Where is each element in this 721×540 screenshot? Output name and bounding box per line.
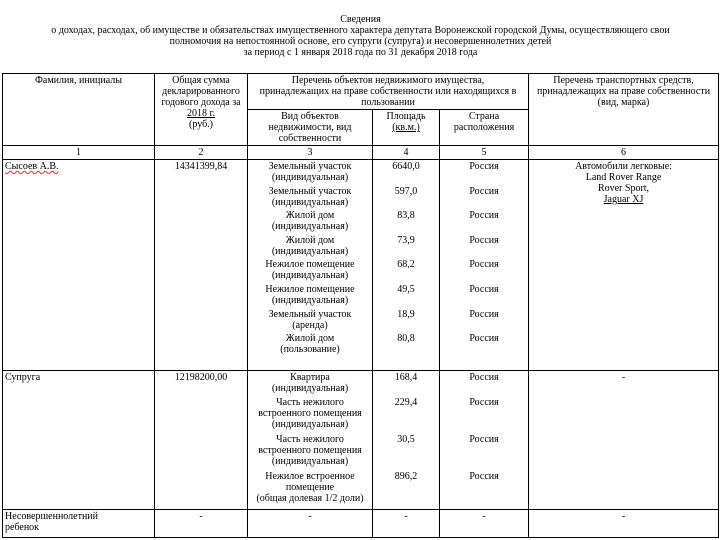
- realty-area: 168,4: [394, 372, 418, 383]
- realty-area: 68,2: [397, 259, 415, 271]
- table-row: [3, 160, 719, 371]
- realty-country-cell: [440, 371, 529, 510]
- col-header-vehicles: Перечень транспортных средств, принадлежащих на праве собственности (вид, марка): [529, 74, 719, 146]
- realty-kind: Нежилое помещение (индивидуальная): [265, 259, 355, 282]
- realty-country: Россия: [469, 161, 499, 172]
- income-value: -: [155, 509, 248, 537]
- declaration-table: [2, 73, 719, 538]
- realty-country: Россия: [469, 283, 499, 295]
- realty-kind-cell: [248, 160, 373, 371]
- realty-country: Россия: [469, 308, 499, 320]
- realty-area: 30,5: [397, 433, 415, 445]
- realty-area: 6640,0: [392, 161, 420, 172]
- col-header-kind: Вид объектов недвижимости, вид собственности: [248, 110, 373, 146]
- col-header-area: Площадь (кв.м.): [373, 110, 440, 146]
- person-name: Сысоев А.В.: [3, 160, 155, 371]
- column-number: 5: [440, 146, 529, 160]
- col-header-realty: Перечень объектов недвижимого имущества, принадлежащих на праве собственности или находящихся в пользовании: [248, 74, 529, 110]
- realty-country-cell: [440, 160, 529, 371]
- column-number: 1: [3, 146, 155, 160]
- vehicles-cell: -: [529, 371, 719, 510]
- realty-country: Россия: [469, 185, 499, 197]
- realty-country: Россия: [469, 470, 499, 482]
- realty-area: -: [373, 509, 440, 537]
- realty-country: Россия: [469, 372, 499, 383]
- person-name: Супруга: [3, 371, 155, 510]
- realty-country: Россия: [469, 210, 499, 222]
- realty-area-cell: [373, 160, 440, 371]
- column-number: 2: [155, 146, 248, 160]
- col-header-country: Страна расположения: [440, 110, 529, 146]
- person-name: Несовершеннолетний ребенок: [3, 509, 155, 537]
- realty-area: 73,9: [397, 234, 415, 246]
- realty-kind: Часть нежилого встроенного помещения (индивидуальная): [258, 433, 362, 467]
- realty-country: Россия: [469, 259, 499, 271]
- income-value: 12198200,00: [155, 371, 248, 510]
- realty-kind: Нежилое встроенное помещение (общая долевая 1/2 доли): [256, 470, 364, 504]
- realty-kind-cell: [248, 371, 373, 510]
- realty-area: 597,0: [394, 185, 418, 197]
- col-header-income: Общая сумма декларированного годового дохода за 2018 г. (руб.): [155, 74, 248, 146]
- realty-area: 80,8: [397, 333, 415, 345]
- realty-country: Россия: [469, 333, 499, 345]
- realty-country: -: [440, 509, 529, 537]
- realty-kind: Земельный участок (индивидуальная): [268, 161, 352, 183]
- realty-area: 18,9: [397, 308, 415, 320]
- realty-area: 896,2: [394, 470, 418, 482]
- column-numbers-row: [3, 146, 719, 160]
- header-line-3: полномочия на непостоянной основе, его супруги (супруга) и несовершеннолетних детей: [169, 36, 552, 47]
- column-number: 3: [248, 146, 373, 160]
- header-line-4: за период с 1 января 2018 года по 31 декабря 2018 года: [243, 47, 478, 58]
- document-header: [0, 14, 721, 58]
- realty-kind: Жилой дом (индивидуальная): [271, 234, 349, 257]
- col-header-name: Фамилия, инициалы: [3, 74, 155, 146]
- realty-country: Россия: [469, 234, 499, 246]
- realty-kind: Квартира (индивидуальная): [271, 372, 349, 394]
- header-title: Сведения: [340, 14, 381, 25]
- realty-kind: -: [248, 509, 373, 537]
- realty-kind: Часть нежилого встроенного помещения (индивидуальная): [258, 396, 362, 430]
- realty-kind: Земельный участок (аренда): [268, 308, 352, 331]
- realty-area: 229,4: [394, 396, 418, 408]
- realty-area: 83,8: [397, 210, 415, 222]
- realty-kind: Нежилое помещение (индивидуальная): [265, 283, 355, 306]
- table-header-row: [3, 74, 719, 110]
- realty-area-cell: [373, 371, 440, 510]
- column-number: 6: [529, 146, 719, 160]
- vehicles-cell: -: [529, 509, 719, 537]
- realty-kind: Жилой дом (индивидуальная): [271, 210, 349, 233]
- header-line-2: о доходах, расходах, об имуществе и обязательствах имущественного характера депутата Воронежской городской Думы, осуществляющего свои: [51, 25, 670, 36]
- realty-country: Россия: [469, 433, 499, 445]
- income-value: 14341399,84: [155, 160, 248, 371]
- realty-kind: Жилой дом (пользование): [280, 333, 340, 356]
- table-row: [3, 509, 719, 537]
- table-row: [3, 371, 719, 510]
- realty-country: Россия: [469, 396, 499, 408]
- realty-area: 49,5: [397, 283, 415, 295]
- vehicles-cell: Автомобили легковые: Land Rover Range Rover Sport, Jaguar XJ: [529, 160, 719, 371]
- column-number: 4: [373, 146, 440, 160]
- realty-kind: Земельный участок (индивидуальная): [268, 185, 352, 208]
